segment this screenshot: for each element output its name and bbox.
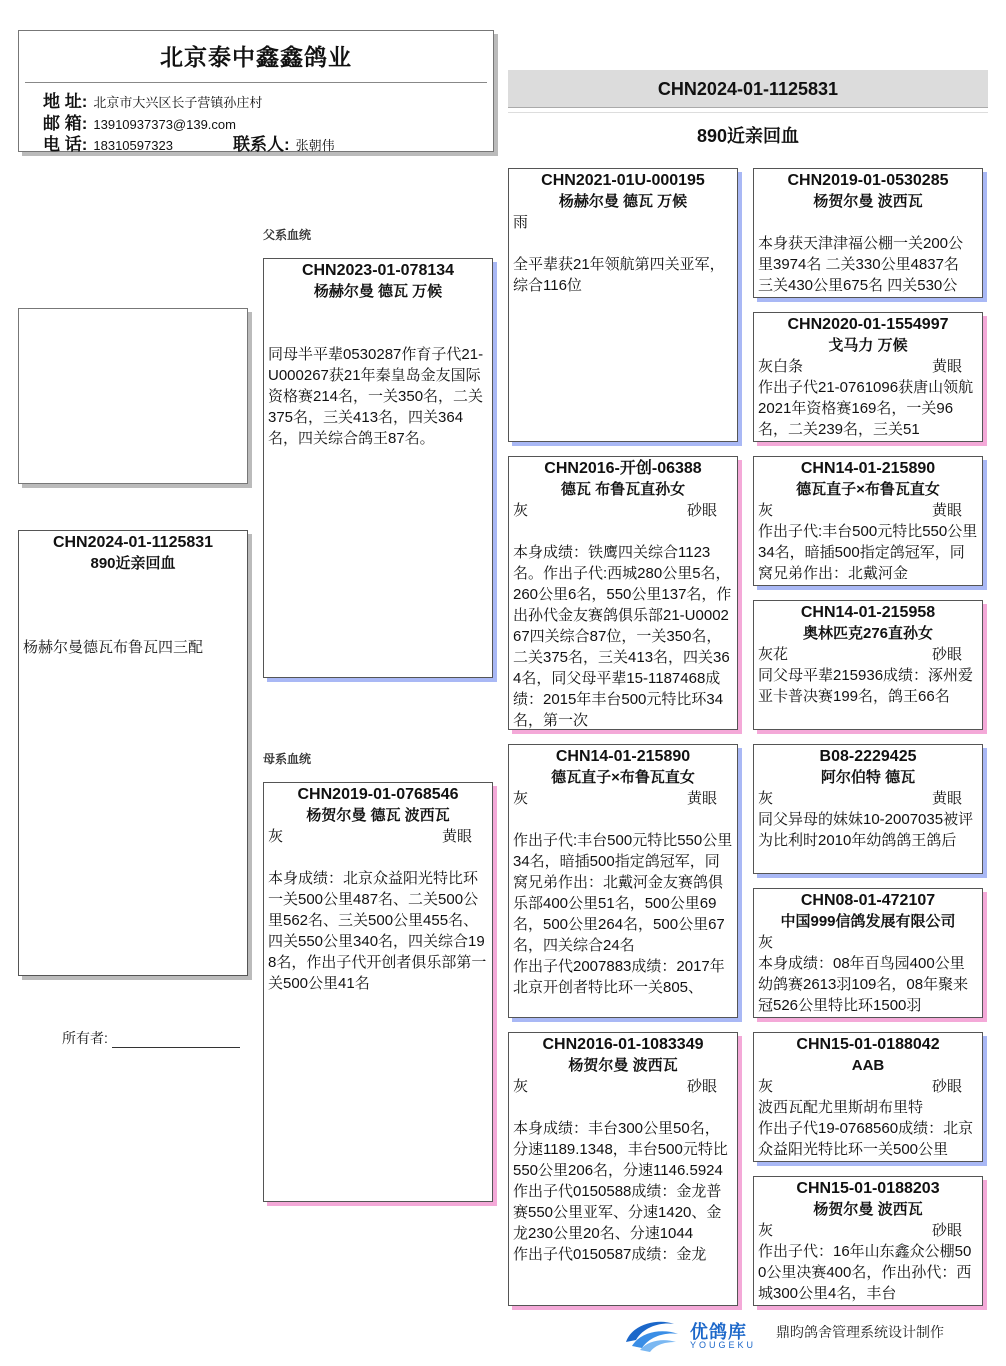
ddd-strain: 杨贺尔曼 波西瓦 (813, 1201, 923, 1218)
dam-attrs (264, 826, 492, 847)
ssd-card (753, 312, 983, 442)
ss-strain: 杨赫尔曼 德瓦 万候 (558, 193, 688, 210)
ss-attrs (509, 212, 737, 233)
dd-color: 灰 (513, 1078, 529, 1095)
ds-eye: 黄眼 (686, 790, 717, 807)
sds-desc: 作出子代:丰台500元特比550公里34名，暗插500指定鸽冠军，同窝兄弟作出：北戴河金 (758, 523, 978, 582)
ds-desc: 作出子代:丰台500元特比550公里34名，暗插500指定鸽冠军，同窝兄弟作出：北戴河金友赛鸽俱乐部400公里51名，500公里69名，500公里264名，500公里67名，四关综合24名 (513, 832, 733, 954)
ss-ring: CHN2021-01U-000195 (541, 172, 705, 189)
subject-strain: 890近亲回血 (90, 555, 176, 572)
dss-color: 灰 (758, 790, 774, 807)
contact-value: 张朝伟 (295, 138, 335, 153)
dam-strain: 杨贺尔曼 德瓦 波西瓦 (306, 807, 450, 824)
pedigree-ring-title: CHN2024-01-1125831 (508, 70, 988, 108)
owner-signature-line (112, 1034, 240, 1048)
ssd-eye: 黄眼 (931, 358, 962, 375)
brand-name-en: YOUGEKU (690, 1340, 757, 1350)
sds-ring: CHN14-01-215890 (800, 460, 936, 477)
swirl-logo-icon (622, 1314, 682, 1354)
pedigree-subtitle: 890近亲回血 (696, 126, 800, 146)
ddd-attrs (754, 1220, 982, 1241)
email-value: 13910937373@139.com (93, 117, 236, 132)
dam-card (263, 782, 493, 1202)
dam-desc: 本身成绩：北京众益阳光特比环一关500公里487名、二关500公里562名、三关500公里455名、四关550公里340名，四关综合198名，作出子代开创者俱乐部第一关500公里41名 (268, 870, 487, 992)
dsd-strain: 中国999信鸽发展有限公司 (780, 913, 956, 930)
dd-desc2: 作出子代0150588成绩：金龙普赛550公里亚军、分速1420、金龙230公里20名、分速1044 (513, 1183, 722, 1242)
sire-dam-card (508, 456, 738, 730)
contact-label: 联系人: (233, 135, 290, 154)
dd-desc3: 作出子代0150587成绩：金龙 (513, 1246, 707, 1263)
ds-strain: 德瓦直子×布鲁瓦直女 (551, 769, 695, 786)
dsd-attrs (754, 932, 982, 953)
ss-color: 雨 (513, 214, 529, 231)
brand-name: 优鸽库 (690, 1322, 747, 1342)
sds-card (753, 456, 983, 586)
ddd-eye: 砂眼 (931, 1222, 962, 1239)
dds-desc2: 作出子代19-0768560成绩：北京众益阳光特比环一关500公里 (758, 1120, 974, 1158)
dam-sire-card (508, 744, 738, 1018)
sdd-color: 灰花 (758, 646, 789, 663)
dsd-color: 灰 (758, 934, 774, 951)
dam-dam-card (508, 1032, 738, 1306)
dss-ring: B08-2229425 (819, 748, 917, 765)
dss-card (753, 744, 983, 874)
phone-row (43, 130, 173, 155)
ddd-ring: CHN15-01-0188203 (796, 1180, 940, 1197)
header-divider (25, 82, 487, 83)
dam-ring: CHN2019-01-0768546 (297, 786, 459, 803)
phone-label: 电 话: (43, 135, 88, 154)
dss-eye: 黄眼 (931, 790, 962, 807)
dss-strain: 阿尔伯特 德瓦 (820, 769, 916, 786)
sire-ring: CHN2023-01-078134 (301, 262, 455, 279)
dd-ring: CHN2016-01-1083349 (542, 1036, 704, 1053)
dd-desc: 本身成绩：丰台300公里50名，分速1189.1348，丰台500元特比550公里206名，分速1146.5924 (513, 1120, 728, 1179)
sire-desc: 同母半平辈0530287作育子代21-U000267获21年秦皇岛金友国际资格赛214名，一关350名，二关375名，三关413名，四关364名，四关综合鸽王87名。 (268, 346, 484, 447)
sd-attrs (509, 500, 737, 521)
ddd-desc: 作出子代：16年山东鑫众公棚500公里决赛400名，作出孙代：西城300公里4名，丰台 (758, 1243, 972, 1302)
ssd-desc: 作出子代21-0761096获唐山领航2021年资格赛169名，一关96名，二关239名，三关51 (758, 379, 974, 438)
ssd-strain: 戈马力 万候 (828, 337, 908, 354)
ds-color: 灰 (513, 790, 529, 807)
sds-strain: 德瓦直子×布鲁瓦直女 (796, 481, 940, 498)
ddd-card (753, 1176, 983, 1306)
sd-desc: 本身成绩：铁鹰四关综合1123名。作出子代:西城280公里5名，260公里6名，550公里137名，作出孙代金友赛鸽俱乐部21-U000267四关综合87位，一关350名，二关375名，三关413名，四关364名，同父母平辈15-1187468成绩：2015年丰台500元特比环34名，第一次 (513, 544, 732, 729)
dds-strain: AAB (851, 1057, 885, 1074)
footer-credit: 鼎昀鸽舍管理系统设计制作 (776, 1324, 944, 1340)
dd-strain: 杨贺尔曼 波西瓦 (568, 1057, 678, 1074)
ssd-attrs (754, 356, 982, 377)
owner-label: 所有者: (62, 1030, 108, 1046)
sdd-attrs (754, 644, 982, 665)
sds-color: 灰 (758, 502, 774, 519)
sss-card (753, 168, 983, 298)
pigeon-photo-placeholder (18, 308, 248, 484)
dds-card (753, 1032, 983, 1162)
ss-desc: 全平辈获21年领航第四关亚军，综合116位 (513, 256, 725, 294)
sdd-desc: 同父母平辈215936成绩：涿州爱亚卡普决赛199名，鸽王66名 (758, 667, 974, 705)
dam-eye: 黄眼 (441, 828, 472, 845)
subject-card (18, 530, 248, 976)
sire-card (263, 258, 493, 678)
ddd-color: 灰 (758, 1222, 774, 1239)
title-divider (508, 112, 988, 113)
sds-eye: 黄眼 (931, 502, 962, 519)
sd-eye: 砂眼 (686, 502, 717, 519)
dss-attrs (754, 788, 982, 809)
sss-strain: 杨贺尔曼 波西瓦 (813, 193, 923, 210)
dds-attrs (754, 1076, 982, 1097)
owner-field (62, 1028, 240, 1048)
dss-desc: 同父异母的妹妹10-2007035被评为比利时2010年幼鸽鸽王鸽后 (758, 811, 974, 849)
ssd-color: 灰白条 (758, 358, 804, 375)
sss-desc: 本身获天津津福公棚一关200公里3974名 二关330公里4837名 三关430公里675名 四关530公 (758, 235, 964, 294)
phone-value: 18310597323 (93, 138, 173, 153)
dsd-card (753, 888, 983, 1018)
ds-ring: CHN14-01-215890 (555, 748, 691, 765)
dds-ring: CHN15-01-0188042 (796, 1036, 940, 1053)
sdd-eye: 砂眼 (931, 646, 962, 663)
dds-eye: 砂眼 (931, 1078, 962, 1095)
contact-row (233, 130, 335, 155)
sire-strain: 杨赫尔曼 德瓦 万候 (313, 283, 443, 300)
dd-eye: 砂眼 (686, 1078, 717, 1095)
sss-ring: CHN2019-01-0530285 (787, 172, 949, 189)
sire-sire-card (508, 168, 738, 442)
dds-color: 灰 (758, 1078, 774, 1095)
subject-desc: 杨赫尔曼德瓦布鲁瓦四三配 (23, 639, 204, 656)
address-value: 北京市大兴区长子营镇孙庄村 (93, 95, 263, 110)
sire-line-label: 父系血统 (263, 228, 312, 242)
subject-ring: CHN2024-01-1125831 (52, 534, 214, 551)
dds-desc: 波西瓦配尤里斯胡布里特 (758, 1099, 924, 1116)
sdd-card (753, 600, 983, 730)
sdd-ring: CHN14-01-215958 (800, 604, 936, 621)
email-label: 邮 箱: (43, 114, 88, 133)
ds-attrs (509, 788, 737, 809)
dsd-ring: CHN08-01-472107 (800, 892, 936, 909)
ssd-ring: CHN2020-01-1554997 (787, 316, 949, 333)
loft-info-card (18, 30, 494, 152)
dam-line-label: 母系血统 (263, 752, 312, 766)
ds-desc2: 作出子代2007883成绩：2017年北京开创者特比环一关805、 (513, 958, 725, 996)
sd-color: 灰 (513, 502, 529, 519)
sd-ring: CHN2016-开创-06388 (544, 460, 702, 477)
sdd-strain: 奥林匹克276直孙女 (802, 625, 934, 642)
sd-strain: 德瓦 布鲁瓦直孙女 (560, 481, 686, 498)
dsd-desc: 本身成绩：08年百鸟园400公里幼鸽赛2613羽109名，08年聚来冠526公里特比环1500羽 (758, 955, 969, 1014)
loft-name: 北京泰中鑫鑫鸽业 (160, 44, 352, 70)
dd-attrs (509, 1076, 737, 1097)
sds-attrs (754, 500, 982, 521)
dam-color: 灰 (268, 828, 284, 845)
address-label: 地 址: (43, 92, 88, 111)
